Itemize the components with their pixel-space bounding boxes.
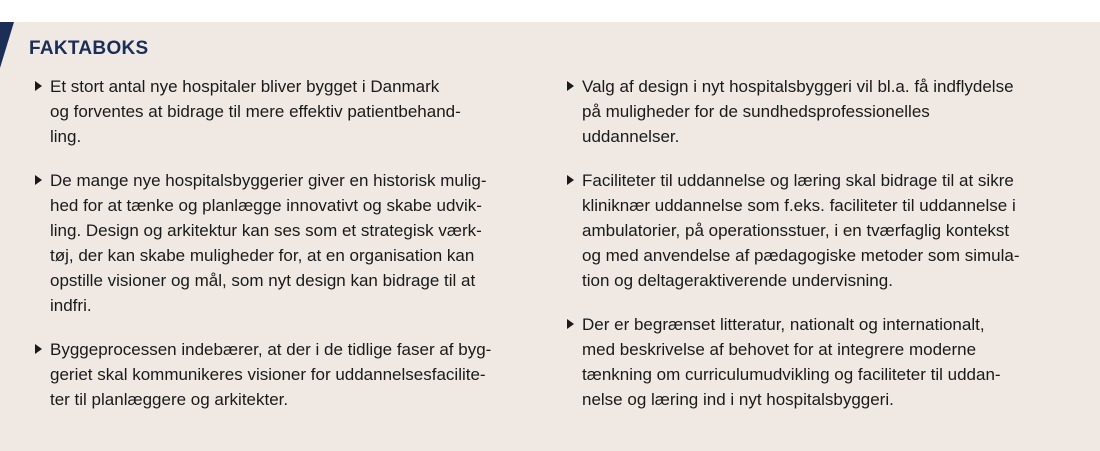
- left-bullet-list: [35, 74, 540, 431]
- list-item: [35, 74, 540, 149]
- triangle-bullet-icon: [35, 175, 42, 185]
- list-item: [567, 168, 1072, 293]
- list-item-text: Faciliteter til uddannelse og læring skal bidrage til at sikre kliniknær uddannelse som f.eks. faciliteter til uddannelse i ambulatorier, på operationsstuer, i en tværfaglig kontekst og med anvendelse af pædagogiske metoder som simula- tion og deltageraktiverende undervisning.: [582, 171, 1020, 290]
- list-item: [35, 168, 540, 318]
- factbox-title: FAKTABOKS: [29, 38, 149, 59]
- list-item-text: Der er begrænset litteratur, nationalt og internationalt, med beskrivelse af behovet for at integrere moderne tænkning om curriculumudvikling og faciliteter til uddan- nelse og læring ind i nyt hospitalsbyggeri.: [582, 315, 1001, 409]
- list-item-text: Valg af design i nyt hospitalsbyggeri vil bl.a. få indflydelse på muligheder for de sundhedsprofessionelles uddannelser.: [582, 77, 1014, 146]
- triangle-bullet-icon: [567, 319, 574, 329]
- list-item: [567, 74, 1072, 149]
- triangle-bullet-icon: [567, 175, 574, 185]
- triangle-bullet-icon: [35, 81, 42, 91]
- list-item: [35, 337, 540, 412]
- triangle-bullet-icon: [567, 81, 574, 91]
- triangle-bullet-icon: [35, 344, 42, 354]
- right-bullet-list: [567, 74, 1072, 431]
- list-item-text: De mange nye hospitalsbyggerier giver en historisk mulig- hed for at tænke og planlægge innovativt og skabe udvik- ling. Design og arkitektur kan ses som et strategisk værk- tøj, der kan skabe muligheder for, at en organisation kan opstille visioner og mål, som nyt design kan bidrage til at indfri.: [50, 171, 487, 315]
- corner-accent-tab: [0, 22, 14, 68]
- list-item-text: Byggeprocessen indebærer, at der i de tidlige faser af byg- geriet skal kommunikeres visioner for uddannelsesfacilite- ter til planlæggere og arkitekter.: [50, 340, 492, 409]
- list-item-text: Et stort antal nye hospitaler bliver bygget i Danmark og forventes at bidrage til mere effektiv patientbehand- ling.: [50, 77, 461, 146]
- list-item: [567, 312, 1072, 412]
